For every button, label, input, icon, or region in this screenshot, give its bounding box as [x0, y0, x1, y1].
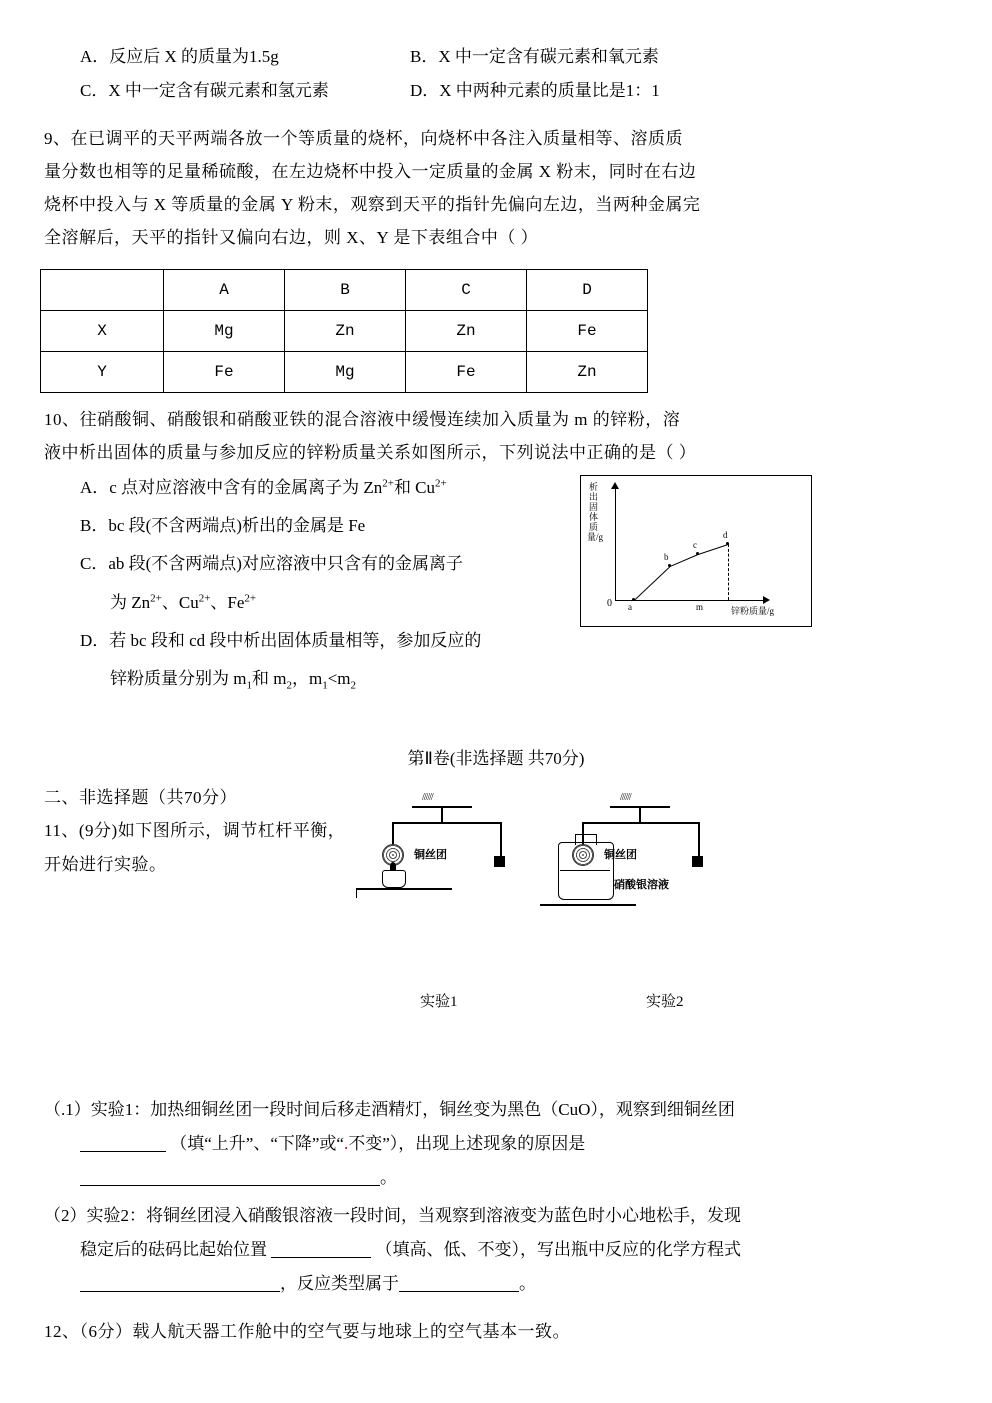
q8-option-a: A．反应后 X 的质量为1.5g	[80, 47, 279, 66]
chart-xlabel: 锌粉质量/g	[731, 605, 775, 616]
q10-option-d-text3: ，m	[291, 669, 323, 689]
q11-part1-line2	[44, 1127, 944, 1161]
q10-option-d-text2: 和 m	[251, 669, 287, 689]
answer-blank-3[interactable]	[271, 1240, 371, 1258]
q8-option-c: C．X 中一定含有碳元素和氢元素	[80, 81, 329, 100]
q10-option-d-text1: 锌粉质量分别为 m	[110, 669, 247, 689]
q11-part2-line2	[44, 1233, 944, 1267]
weight-block-2	[692, 856, 703, 867]
chart-dashed-dropline	[728, 544, 729, 600]
q11-subquestions	[0, 1093, 992, 1301]
chart-point-c	[696, 552, 699, 555]
figure-caption-2: 实验2	[646, 994, 684, 1011]
q11-part1-line1: （.1）实验1：加热细铜丝团一段时间后移走酒精灯，铜丝变为黑色（CuO），观察到细铜丝团	[44, 1099, 735, 1119]
q11-part1-line3	[44, 1161, 944, 1195]
cell-x-d: Fe	[527, 310, 648, 351]
chart-point-a	[632, 598, 635, 601]
cell-y-c: Fe	[406, 351, 527, 392]
coil-label-2: 铜丝团	[604, 849, 637, 862]
pivot-rod-1	[441, 806, 443, 822]
charge-2plus: 2+	[198, 591, 211, 604]
bench-edge-1	[356, 890, 453, 898]
alcohol-lamp	[382, 870, 406, 888]
cell-y-a: Fe	[164, 351, 285, 392]
figure-caption-1: 实验1	[420, 994, 458, 1011]
q10-option-c-ion1: 为 Zn	[110, 592, 151, 612]
pivot-rod-2	[639, 806, 641, 822]
q10-option-a	[0, 469, 560, 507]
table-row	[41, 351, 648, 392]
q11-part2-period: 。	[519, 1273, 536, 1293]
q11-part2-line3	[44, 1267, 944, 1301]
chart-seg-ab	[634, 566, 671, 601]
q11-part1-text1: （填“上升”、“下降”或“	[170, 1133, 344, 1153]
x-axis	[615, 600, 765, 601]
cell-y-b: Mg	[285, 351, 406, 392]
q10-chart	[580, 475, 812, 627]
answer-blank-4[interactable]	[80, 1274, 280, 1292]
q10-option-d-text4: <m	[327, 669, 351, 689]
cell-row-y-label: Y	[41, 351, 164, 392]
subscript-1: 1	[246, 679, 252, 692]
cell-x-a: Mg	[164, 310, 285, 351]
charge-2plus: 2+	[150, 591, 162, 604]
bench-surface-2	[540, 904, 636, 906]
q10-options	[0, 469, 560, 699]
cell-header-c: C	[406, 269, 527, 310]
chart-point-d	[726, 542, 729, 545]
answer-blank-2[interactable]	[80, 1168, 380, 1186]
q10-body	[0, 469, 992, 699]
q9-line-3: 烧杯中投入与 X 等质量的金属 Y 粉末，观察到天平的指针先偏向左边，当两种金属完	[44, 195, 701, 215]
q8-options-row-2	[0, 74, 992, 108]
cell-header-a: A	[164, 269, 285, 310]
q11-part2-text3: ，反应类型属于	[280, 1273, 399, 1293]
cell-x-b: Zn	[285, 310, 406, 351]
table-row	[41, 269, 648, 310]
q10-option-d-line2	[0, 660, 560, 698]
q10-option-c-ion3: 、Fe	[210, 592, 245, 612]
x-axis-arrow	[763, 596, 770, 604]
cell-header-b: B	[285, 269, 406, 310]
right-hanger-1	[500, 822, 502, 856]
lever-bar-2	[582, 822, 700, 824]
q9-line-1: 9、在已调平的天平两端各放一个等质量的烧杯，向烧杯中各注入质量相等、溶质质	[44, 129, 683, 148]
question-9	[0, 122, 992, 255]
ceiling-hatch-1: //////	[422, 792, 433, 804]
section-2-title: 二、非选择题（共70分）	[44, 788, 237, 808]
q10-option-c-ion2: 、Cu	[161, 592, 199, 612]
q10-line-1: 10、往硝酸铜、硝酸银和硝酸亚铁的混合溶液中缓慢连续加入质量为 m 的锌粉，溶	[44, 409, 681, 429]
lamp-flame	[390, 862, 396, 871]
chart-origin-tick: 0	[607, 597, 612, 609]
q12-line-1: 12、（6分）载人航天器工作舱中的空气要与地球上的空气基本一致。	[44, 1321, 570, 1341]
q10-option-a-text2: 和 Cu	[393, 477, 436, 497]
question-10	[0, 403, 992, 469]
left-hanger-1	[392, 822, 394, 846]
charge-2plus: 2+	[435, 477, 447, 490]
cell-x-c: Zn	[406, 310, 527, 351]
cell-y-d: Zn	[527, 351, 648, 392]
q10-line-2: 液中析出固体的质量与参加反应的锌粉质量关系如图所示，下列说法中正确的是（ ）	[44, 442, 697, 462]
q9-options-table	[40, 269, 648, 393]
subscript-2: 2	[350, 679, 357, 692]
chart-ylabel: 析出固体质量/g	[587, 481, 604, 543]
subscript-2: 2	[286, 679, 292, 692]
question-12	[0, 1315, 992, 1348]
q11-part1-text2: 不变”），出现上述现象的原因是	[348, 1133, 586, 1153]
y-axis	[615, 488, 616, 600]
cell-header-d: D	[527, 269, 648, 310]
right-hanger-2	[698, 822, 700, 856]
charge-2plus: 2+	[244, 591, 257, 604]
weight-block-1	[494, 856, 505, 867]
chart-seg-cd	[698, 544, 728, 555]
q11-part1-period: 。	[380, 1167, 397, 1187]
cell-row-x-label: X	[41, 310, 164, 351]
q9-line-4: 全溶解后，天平的指针又偏向右边，则 X、Y 是下表组合中（ ）	[44, 228, 539, 248]
lever-bar-1	[392, 822, 502, 824]
charge-2plus: 2+	[382, 477, 394, 490]
q8-options-row-1	[0, 0, 992, 74]
q9-line-2: 量分数也相等的足量稀硫酸，在左边烧杯中投入一定质量的金属 X 粉末，同时在右边	[44, 162, 697, 182]
stray-dot: .	[343, 1133, 349, 1153]
q11-part2-line1: （2）实验2：将铜丝团浸入硝酸银溶液一段时间，当观察到溶液变为蓝色时小心地松手，发现	[44, 1205, 741, 1225]
answer-blank-5[interactable]	[399, 1274, 519, 1292]
q10-option-b: B．bc 段(不含两端点)析出的金属是 Fe	[80, 516, 366, 536]
bottle-neck	[575, 834, 597, 845]
q11-figure	[370, 792, 700, 1011]
chart-label-a: a	[628, 601, 632, 612]
chart-label-d: d	[723, 529, 728, 540]
q10-option-c: C．ab 段(不含两端点)对应溶液中只含有的金属离子	[80, 554, 463, 574]
chart-point-b	[668, 564, 671, 567]
q11-part2-text1: 稳定后的砝码比起始位置	[80, 1239, 267, 1259]
volume-2-header: 第Ⅱ卷(非选择题 共70分)	[407, 749, 585, 769]
q10-option-a-text: A．c 点对应溶液中含有的金属离子为 Zn	[80, 477, 383, 497]
table-row	[41, 310, 648, 351]
ceiling-hatch-2: //////	[620, 792, 631, 804]
chart-m-tick: m	[696, 601, 704, 612]
chart-label-b: b	[664, 551, 669, 562]
chart-label-c: c	[693, 539, 697, 550]
section-2-title-wrap	[0, 781, 992, 814]
q8-option-d: D．X 中两种元素的质量比是1：1	[410, 81, 660, 100]
subscript-1: 1	[322, 679, 328, 692]
q11-line-1: 11、(9分)如下图所示，调节杠杆平衡，	[44, 821, 346, 841]
q10-option-d: D．若 bc 段和 cd 段中析出固体质量相等，参加反应的	[80, 630, 482, 650]
solution-label: 硝酸银溶液	[614, 879, 669, 892]
q8-option-b: B．X 中一定含有碳元素和氧元素	[410, 47, 659, 66]
chart-seg-bc	[670, 554, 698, 567]
solution-level	[560, 870, 610, 897]
cell-header-blank	[41, 269, 164, 310]
answer-blank-1[interactable]	[80, 1134, 166, 1152]
q10-option-c-line2	[0, 584, 560, 622]
q11-part2-text2: （填高、低、不变），写出瓶中反应的化学方程式	[375, 1239, 741, 1259]
q11-line-2: 开始进行实验。	[44, 854, 167, 874]
coil-label-1: 铜丝团	[414, 849, 447, 862]
